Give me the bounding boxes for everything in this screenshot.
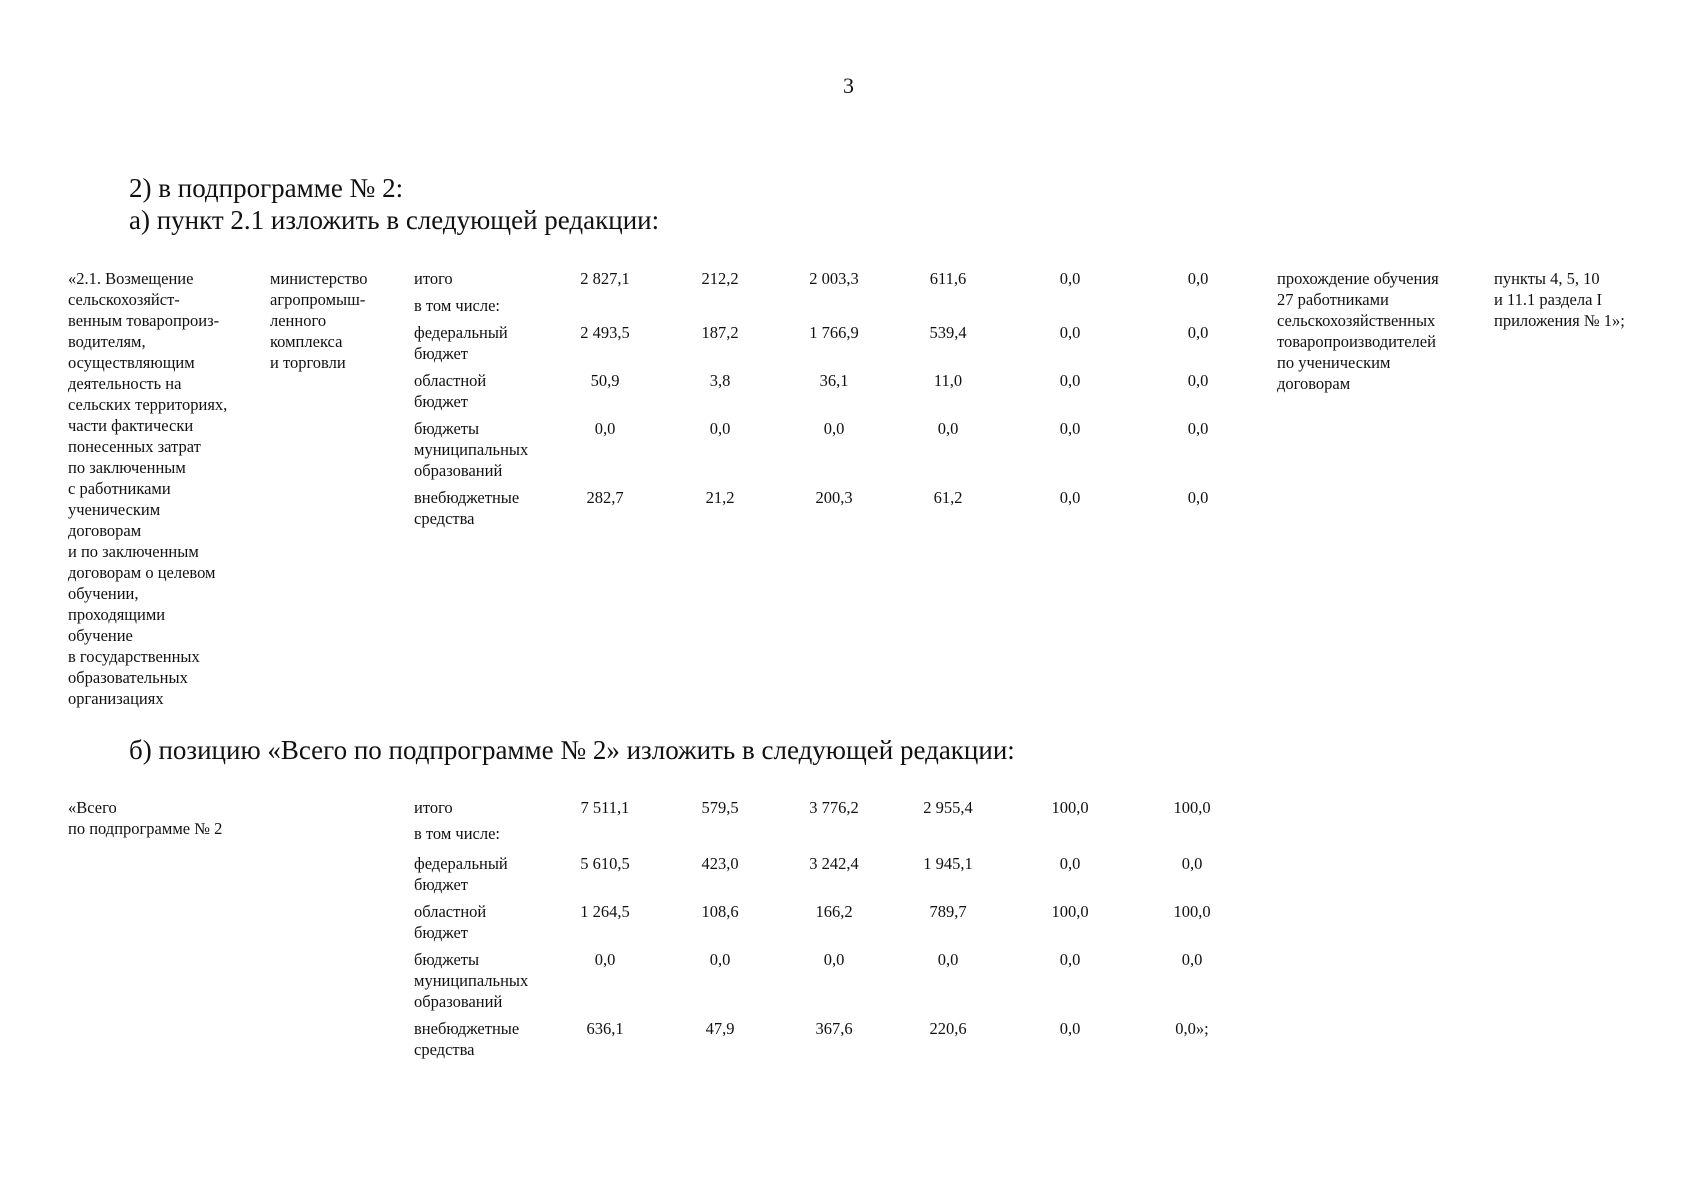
t1-r0-c3: 611,6	[929, 269, 967, 288]
t2-r1-c0: 5 610,5	[580, 854, 630, 873]
t2-r3-c1: 0,0	[709, 950, 731, 969]
row-label-extrabudget: внебюджетные средства	[414, 1019, 520, 1059]
t2-r2-c3: 789,7	[929, 902, 967, 921]
t1-r4-c2: 200,3	[815, 488, 853, 507]
t1-r1-c0: 2 493,5	[580, 323, 630, 342]
t2-r4-c1: 47,9	[705, 1019, 735, 1038]
t1-r0-c2: 2 003,3	[809, 269, 859, 288]
t1-r0-c1: 212,2	[701, 269, 739, 288]
t2-r0-c5: 100,0	[1173, 798, 1211, 817]
t2-r1-c1: 423,0	[701, 854, 739, 873]
t2-r1-c4: 0,0	[1059, 854, 1081, 873]
t1-r2-c2: 36,1	[819, 371, 849, 390]
row-label-municipal: бюджеты муниципальных образований	[414, 950, 529, 1011]
t1-r3-c2: 0,0	[823, 419, 845, 438]
t2-r0-c0: 7 511,1	[580, 798, 630, 817]
t1-r3-c0: 0,0	[594, 419, 616, 438]
t2-r3-c4: 0,0	[1059, 950, 1081, 969]
point-b-heading: б) позицию «Всего по подпрограмме № 2» изложить в следующей редакции:	[129, 735, 1015, 765]
t1-r0-c0: 2 827,1	[580, 269, 630, 288]
executor-cell: министерство агропромыш- ленного комплекса и торговли	[270, 269, 368, 372]
t2-r3-c5: 0,0	[1181, 950, 1203, 969]
t1-r2-c1: 3,8	[709, 371, 731, 390]
t2-r2-c1: 108,6	[701, 902, 739, 921]
row-label-including: в том числе:	[414, 824, 501, 843]
t1-r1-c1: 187,2	[701, 323, 739, 342]
t2-r0-c4: 100,0	[1051, 798, 1089, 817]
row-label-federal: федеральный бюджет	[414, 854, 508, 894]
t2-r0-c1: 579,5	[701, 798, 739, 817]
t1-r2-c3: 11,0	[933, 371, 963, 390]
t2-r2-c4: 100,0	[1051, 902, 1089, 921]
t1-r2-c4: 0,0	[1059, 371, 1081, 390]
t1-r0-c4: 0,0	[1059, 269, 1081, 288]
t2-r4-c5: 0,0»;	[1175, 1019, 1209, 1038]
t1-r1-c4: 0,0	[1059, 323, 1081, 342]
row-label-total: итого	[414, 798, 453, 817]
t2-r2-c5: 100,0	[1173, 902, 1211, 921]
t2-r0-c3: 2 955,4	[923, 798, 973, 817]
t1-r1-c5: 0,0	[1187, 323, 1209, 342]
total-measure-cell: «Всего по подпрограмме № 2	[68, 798, 223, 838]
reference-cell: пункты 4, 5, 10 и 11.1 раздела I приложения № 1»;	[1494, 269, 1625, 330]
row-label-regional: областной бюджет	[414, 371, 487, 411]
t2-r0-c2: 3 776,2	[809, 798, 859, 817]
t1-r4-c4: 0,0	[1059, 488, 1081, 507]
t1-r3-c1: 0,0	[709, 419, 731, 438]
t1-r2-c0: 50,9	[590, 371, 620, 390]
t2-r4-c2: 367,6	[815, 1019, 853, 1038]
row-label-federal: федеральный бюджет	[414, 323, 508, 363]
t2-r2-c0: 1 264,5	[580, 902, 630, 921]
t1-r2-c5: 0,0	[1187, 371, 1209, 390]
t1-r3-c4: 0,0	[1059, 419, 1081, 438]
t1-r4-c0: 282,7	[586, 488, 624, 507]
t2-r1-c3: 1 945,1	[923, 854, 973, 873]
t1-r4-c5: 0,0	[1187, 488, 1209, 507]
t2-r3-c2: 0,0	[823, 950, 845, 969]
point-a-heading: а) пункт 2.1 изложить в следующей редакции:	[129, 205, 660, 235]
t1-r4-c1: 21,2	[705, 488, 735, 507]
row-label-total: итого	[414, 269, 453, 288]
t2-r4-c0: 636,1	[586, 1019, 624, 1038]
t1-r1-c2: 1 766,9	[809, 323, 859, 342]
row-label-including: в том числе:	[414, 296, 501, 315]
t2-r1-c5: 0,0	[1181, 854, 1203, 873]
t2-r3-c0: 0,0	[594, 950, 616, 969]
t2-r3-c3: 0,0	[937, 950, 959, 969]
t1-r1-c3: 539,4	[929, 323, 967, 342]
expected-result-cell: прохождение обучения 27 работниками сельскохозяйственных товаропроизводителей по ученическим договорам	[1277, 269, 1439, 393]
t1-r3-c5: 0,0	[1187, 419, 1209, 438]
row-label-extrabudget: внебюджетные средства	[414, 488, 520, 528]
t2-r4-c3: 220,6	[929, 1019, 967, 1038]
subprogram-heading: 2) в подпрограмме № 2:	[129, 173, 404, 203]
t1-r0-c5: 0,0	[1187, 269, 1209, 288]
row-label-municipal: бюджеты муниципальных образований	[414, 419, 529, 480]
page-number: 3	[843, 73, 854, 98]
t2-r2-c2: 166,2	[815, 902, 853, 921]
t2-r1-c2: 3 242,4	[809, 854, 859, 873]
measure-name-cell: «2.1. Возмещение сельскохозяйст- венным товаропроиз- водителям, осуществляющим деятельность на сельских территориях, части фактически понесенных затрат по заключенным с работниками ученическим договорам и по заключенным договорам о целевом обучении, проходящими обучение в государственных образовательных организациях	[68, 269, 228, 708]
t1-r4-c3: 61,2	[933, 488, 963, 507]
t1-r3-c3: 0,0	[937, 419, 959, 438]
row-label-regional: областной бюджет	[414, 902, 487, 942]
t2-r4-c4: 0,0	[1059, 1019, 1081, 1038]
